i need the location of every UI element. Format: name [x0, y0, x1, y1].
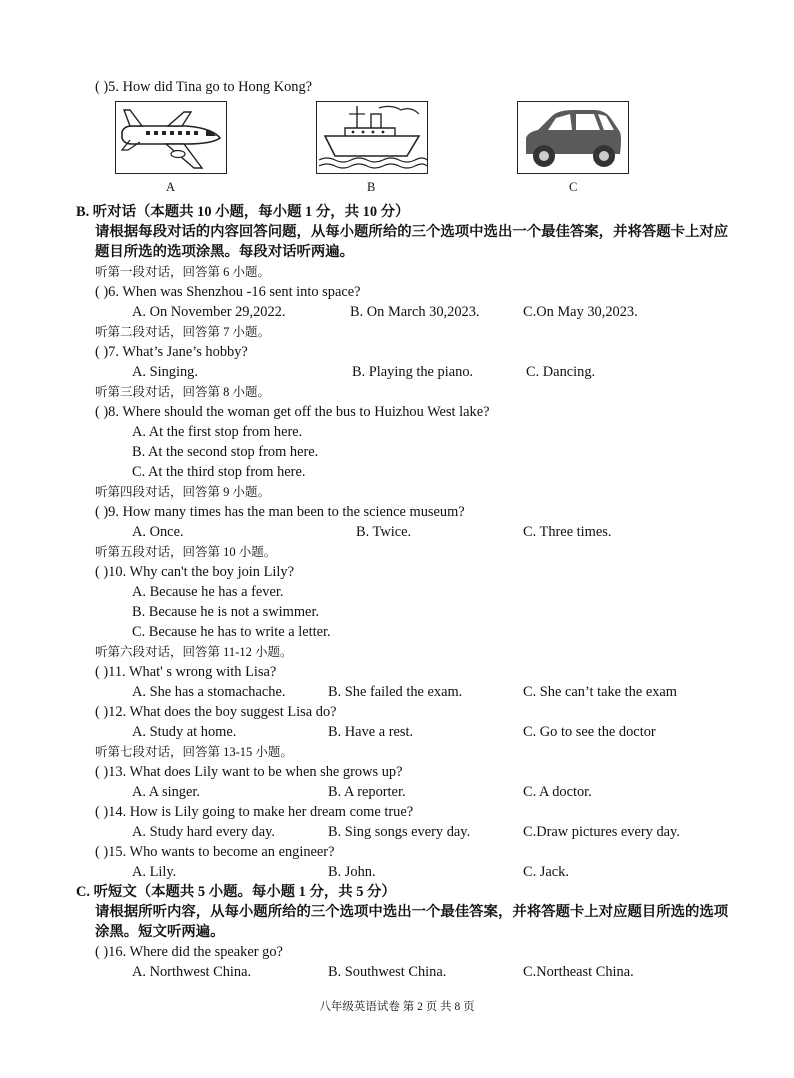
q14-option-c: C.Draw pictures every day. [523, 824, 680, 840]
q12-stem: ( )12. What does the boy suggest Lisa do? [95, 704, 337, 720]
q11-option-c: C. She can’t take the exam [523, 684, 677, 700]
q6-option-b: B. On March 30,2023. [350, 304, 480, 320]
option-b-picture [316, 101, 428, 174]
q6-option-c: C.On May 30,2023. [523, 304, 638, 320]
dialogue-4-note: 听第四段对话，回答第 9 小题。 [95, 485, 271, 499]
q15-option-b: B. John. [328, 864, 376, 880]
q8-option-c: C. At the third stop from here. [132, 464, 306, 480]
q9-option-b: B. Twice. [356, 524, 412, 540]
option-a-picture [115, 101, 227, 174]
q15-option-c: C. Jack. [523, 864, 569, 880]
q16-stem: ( )16. Where did the speaker go? [95, 944, 283, 960]
q6-option-a: A. On November 29,2022. [132, 304, 286, 320]
dialogue-5-note: 听第五段对话，回答第 10 小题。 [95, 545, 277, 559]
option-c-picture [517, 101, 629, 174]
q13-option-a: A. A singer. [132, 784, 200, 800]
dialogue-7-note: 听第七段对话，回答第 13-15 小题。 [95, 745, 293, 759]
q6-stem: ( )6. When was Shenzhou -16 sent into space? [95, 284, 361, 300]
q7-option-a: A. Singing. [132, 364, 198, 380]
q13-option-c: C. A doctor. [523, 784, 592, 800]
q11-option-a: A. She has a stomachache. [132, 684, 286, 700]
q5-stem: ( )5. How did Tina go to Hong Kong? [95, 79, 313, 95]
q15-option-a: A. Lily. [132, 864, 177, 880]
q16-option-b: B. Southwest China. [328, 964, 447, 980]
part-b-heading: B. 听对话（本题共 10 小题，每小题 1 分，共 10 分） [76, 204, 410, 220]
q12-option-a: A. Study at home. [132, 724, 237, 740]
q10-option-b: B. Because he is not a swimmer. [132, 604, 320, 620]
option-c-label: C [569, 180, 578, 194]
q14-option-a: A. Study hard every day. [132, 824, 275, 840]
q11-stem: ( )11. What' s wrong with Lisa? [95, 664, 277, 680]
part-b-instruction-1: 请根据每段对话的内容回答问题，从每小题所给的三个选项中选出一个最佳答案，并将答题卡上对应 [95, 224, 729, 240]
q13-stem: ( )13. What does Lily want to be when she grows up? [95, 764, 403, 780]
option-a-label: A [166, 180, 176, 194]
airplane-icon [116, 102, 226, 173]
dialogue-1-note: 听第一段对话，回答第 6 小题。 [95, 265, 271, 279]
q7-option-c: C. Dancing. [526, 364, 596, 380]
q12-option-b: B. Have a rest. [328, 724, 414, 740]
q16-option-c: C.Northeast China. [523, 964, 634, 980]
q7-option-b: B. Playing the piano. [352, 364, 474, 380]
part-c-instruction-1: 请根据所听内容，从每小题所给的三个选项中选出一个最佳答案，并将答题卡上对应题目所选的选项 [95, 904, 729, 920]
q8-option-a: A. At the first stop from here. [132, 424, 303, 440]
option-b-label: B [367, 180, 376, 194]
page-footer: 八年级英语试卷 第 2 页 共 8 页 [319, 1001, 475, 1013]
q10-option-a: A. Because he has a fever. [132, 584, 284, 600]
q16-option-a: A. Northwest China. [132, 964, 252, 980]
q7-stem: ( )7. What’s Jane’s hobby? [95, 344, 248, 360]
q11-option-b: B. She failed the exam. [328, 684, 463, 700]
dialogue-6-note: 听第六段对话，回答第 11-12 小题。 [95, 645, 293, 659]
q14-option-b: B. Sing songs every day. [328, 824, 471, 840]
q9-option-c: C. Three times. [523, 524, 612, 540]
q14-stem: ( )14. How is Lily going to make her dream come true? [95, 804, 414, 820]
q10-option-c: C. Because he has to write a letter. [132, 624, 331, 640]
q9-option-a: A. Once. [132, 524, 184, 540]
q8-stem: ( )8. Where should the woman get off the bus to Huizhou West lake? [95, 404, 490, 420]
q13-option-b: B. A reporter. [328, 784, 406, 800]
q15-stem: ( )15. Who wants to become an engineer? [95, 844, 335, 860]
ship-icon [317, 102, 427, 173]
q12-option-c: C. Go to see the doctor [523, 724, 656, 740]
part-c-instruction-2: 涂黑。短文听两遍。 [95, 924, 225, 940]
q9-stem: ( )9. How many times has the man been to the science museum? [95, 504, 465, 520]
car-icon [518, 102, 628, 173]
dialogue-3-note: 听第三段对话，回答第 8 小题。 [95, 385, 271, 399]
part-c-heading: C. 听短文（本题共 5 小题。每小题 1 分，共 5 分） [76, 884, 396, 900]
q10-stem: ( )10. Why can't the boy join Lily? [95, 564, 294, 580]
part-b-instruction-2: 题目所选的选项涂黑。每段对话听两遍。 [95, 244, 355, 260]
q8-option-b: B. At the second stop from here. [132, 444, 319, 460]
dialogue-2-note: 听第二段对话，回答第 7 小题。 [95, 325, 271, 339]
